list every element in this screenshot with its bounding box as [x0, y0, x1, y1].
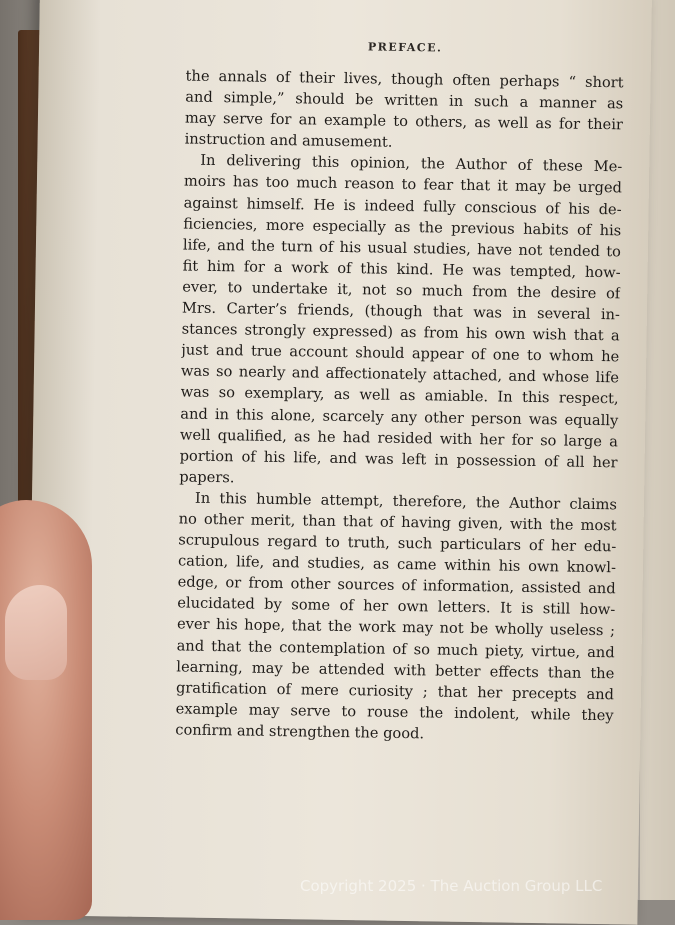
text-line: portion of his life, and was left in possession of all her [179, 447, 618, 472]
text-line: moirs has too much reason to fear that it may be urged [183, 172, 623, 197]
text-line: and simple,” should be written in such a manner as [185, 88, 624, 113]
preface-text [175, 65, 624, 747]
text-line: example may serve to rouse the indolent, while they [175, 700, 614, 725]
text-line: gratification of mere curiosity ; that her precepts and [175, 679, 615, 704]
text-line: ficiencies, more especially as the previous habits of his [183, 215, 622, 240]
text-line: papers. [179, 468, 235, 487]
text-line: elucidated by some of her own letters. It is still how- [177, 594, 616, 619]
thumbnail [5, 585, 67, 680]
book-page [25, 0, 652, 925]
text-line: and in this alone, scarcely any other person was equally [180, 404, 619, 429]
page-header: PREFACE. [367, 40, 443, 55]
text-line: scrupulous regard to truth, such particulars of her edu- [178, 531, 617, 556]
text-line: no other merit, than that of having given, with the most [178, 510, 617, 535]
holding-thumb [0, 500, 92, 920]
text-line: against himself. He is indeed fully conscious of his de- [183, 194, 622, 218]
text-line: just and true account should appear of one to whom he [181, 341, 620, 366]
text-line: confirm and strengthen the good. [175, 721, 425, 743]
text-line: the annals of their lives, though often perhaps “ short [185, 67, 624, 92]
text-line: In delivering this opinion, the Author of these Me- [200, 152, 623, 176]
text-line: was so exemplary, as well as amiable. In this respect, [180, 383, 619, 408]
text-line: ever his hope, that the work may not be wholly useless ; [176, 615, 616, 640]
text-line: was so nearly and affectionately attached, and whose life [180, 362, 620, 387]
text-line: life, and the turn of his usual studies, have not tended to [182, 236, 622, 261]
text-line: In this humble attempt, therefore, the Author claims [194, 489, 618, 514]
text-line: may serve for an example to others, as well as for their [184, 109, 624, 134]
text-line: Mrs. Carter’s friends, (though that was in several in- [181, 299, 621, 324]
text-line: ever, to undertake it, not so much from the desire of [182, 278, 621, 303]
text-line: stances strongly expressed) as from his own wish that a [181, 320, 620, 345]
text-line: cation, life, and studies, as came within his own knowl- [177, 552, 617, 577]
text-line: edge, or from other sources of information, assisted and [177, 573, 616, 598]
text-line: fit him for a work of this kind. He was tempted, how- [182, 257, 621, 282]
text-line: learning, may be attended with better effects than the [176, 658, 615, 682]
copyright-watermark: Copyright 2025 · The Auction Group LLC [300, 877, 603, 895]
text-line: instruction and amusement. [184, 130, 393, 152]
text-line: well qualified, as he had resided with her for so large a [179, 426, 619, 450]
text-line: and that the contemplation of so much piety, virtue, and [176, 636, 615, 661]
